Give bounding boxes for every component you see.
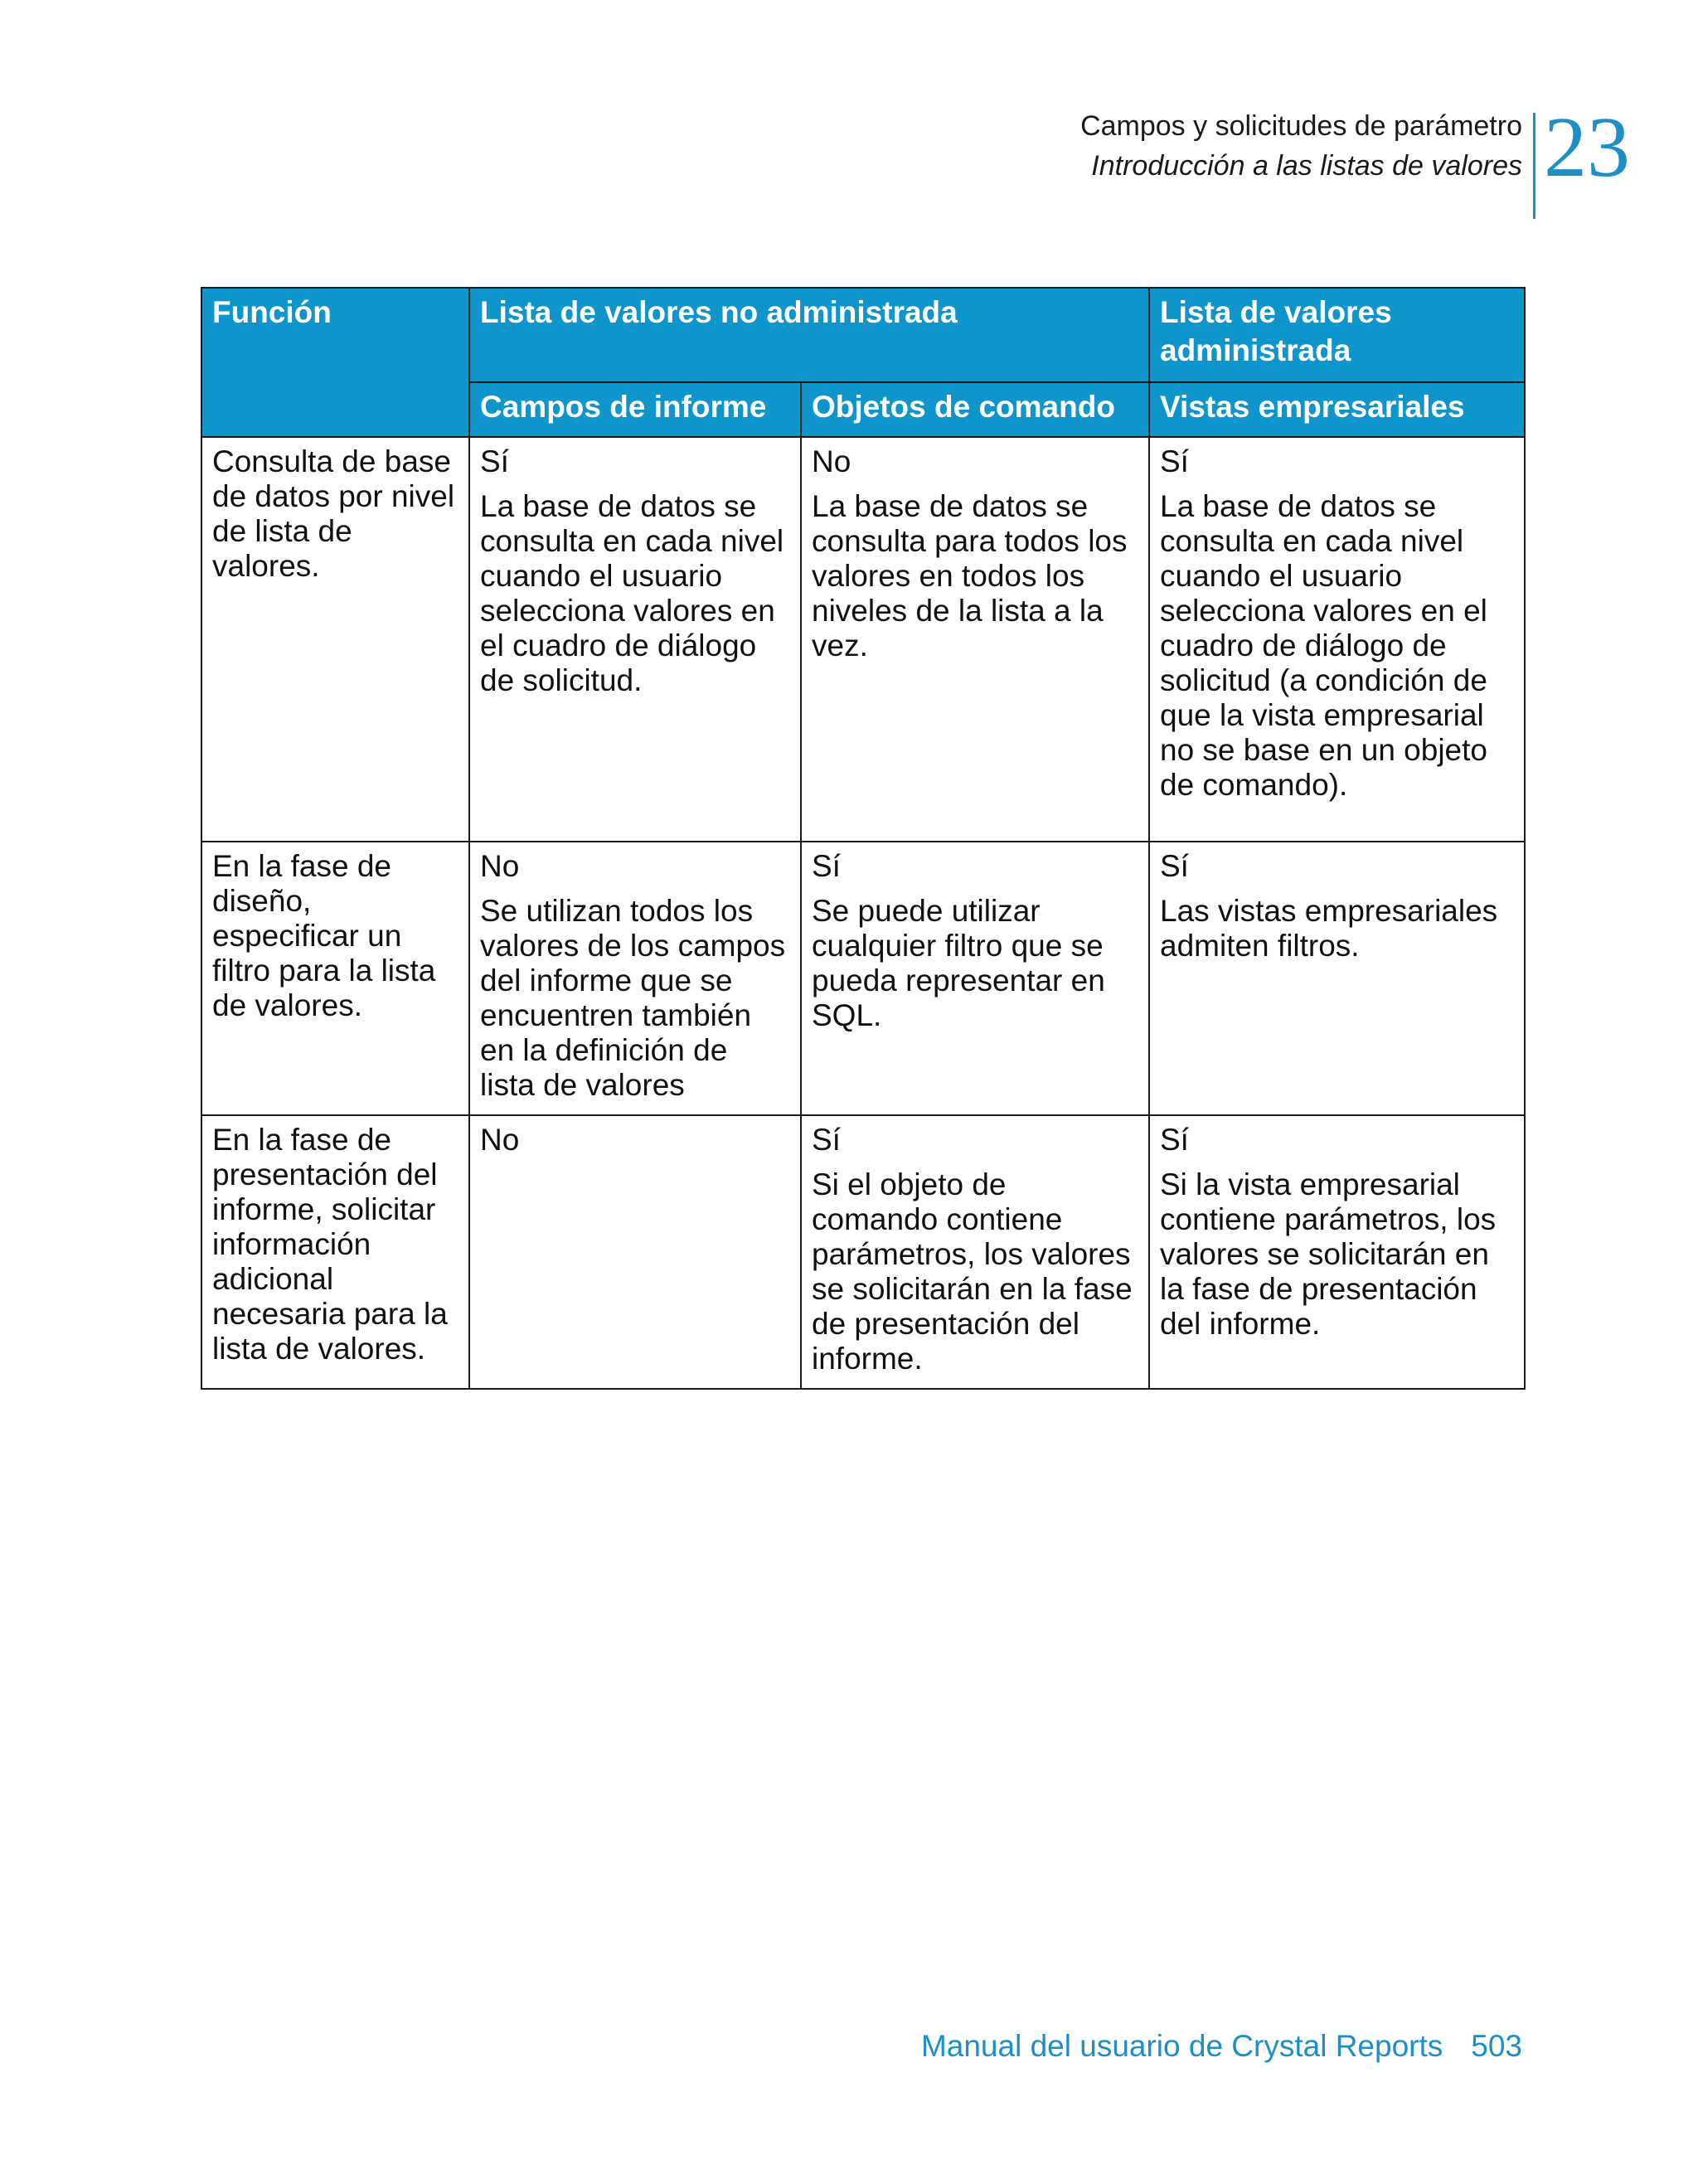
- answer-text: Sí: [812, 849, 841, 883]
- detail-text: Se utilizan todos los valores de los campos del informe que se encuentren también en la definición de lista de valores: [480, 894, 786, 1102]
- table-row: [201, 437, 1525, 842]
- report-fields-cell: [469, 1115, 801, 1389]
- table-row: [201, 842, 1525, 1115]
- comparison-table: [201, 287, 1526, 1390]
- header-unmanaged-list: Lista de valores no administrada: [469, 288, 1149, 382]
- running-header: [1080, 106, 1522, 186]
- header-managed-list: Lista de valores administrada: [1149, 288, 1525, 382]
- detail-text: Las vistas empresariales admiten filtros.: [1160, 894, 1498, 963]
- business-views-cell: [1149, 842, 1525, 1115]
- header-command-objects: Objetos de comando: [801, 382, 1149, 437]
- feature-cell: En la fase de diseño, especificar un filtro para la lista de valores.: [201, 842, 469, 1115]
- header-business-views: Vistas empresariales: [1149, 382, 1525, 437]
- detail-text: Si el objeto de comando contiene parámetros, los valores se solicitarán en la fase de presentación del informe.: [812, 1167, 1133, 1376]
- answer-text: Sí: [812, 1123, 841, 1157]
- feature-cell: Consulta de base de datos por nivel de lista de valores.: [201, 437, 469, 842]
- answer-text: Sí: [1160, 444, 1189, 478]
- report-fields-cell: [469, 842, 801, 1115]
- answer-text: No: [480, 1123, 520, 1157]
- answer-text: Sí: [480, 444, 509, 478]
- chapter-number: 23: [1544, 99, 1630, 195]
- answer-text: Sí: [1160, 1123, 1189, 1157]
- table-row: [201, 1115, 1525, 1389]
- answer-text: No: [812, 444, 851, 478]
- chapter-title: Campos y solicitudes de parámetro: [1080, 110, 1522, 142]
- command-objects-cell: [801, 842, 1149, 1115]
- feature-cell: En la fase de presentación del informe, solicitar información adicional necesaria para la lista de valores.: [201, 1115, 469, 1389]
- table-header-row: [201, 288, 1525, 382]
- answer-text: No: [480, 849, 520, 883]
- report-fields-cell: [469, 437, 801, 842]
- detail-text: La base de datos se consulta en cada nivel cuando el usuario selecciona valores en el cuadro de diálogo de solicitud.: [480, 489, 784, 697]
- detail-text: Si la vista empresarial contiene parámetros, los valores se solicitarán en la fase de presentación del informe.: [1160, 1167, 1497, 1341]
- header-report-fields: Campos de informe: [469, 382, 801, 437]
- detail-text: La base de datos se consulta para todos los valores en todos los niveles de la lista a la vez.: [812, 489, 1128, 662]
- business-views-cell: [1149, 437, 1525, 842]
- command-objects-cell: [801, 1115, 1149, 1389]
- page-number: 503: [1471, 2029, 1522, 2063]
- detail-text: Se puede utilizar cualquier filtro que se pueda representar en SQL.: [812, 894, 1105, 1032]
- answer-text: Sí: [1160, 849, 1189, 883]
- page-footer: [921, 2026, 1522, 2066]
- command-objects-cell: [801, 437, 1149, 842]
- manual-title: Manual del usuario de Crystal Reports: [920, 2029, 1443, 2063]
- chapter-divider: [1533, 113, 1535, 219]
- detail-text: La base de datos se consulta en cada nivel cuando el usuario selecciona valores en el cuadro de diálogo de solicitud (a condición de que la vista empresarial no se base en un objeto de comando).: [1160, 489, 1487, 802]
- header-funcion: Función: [201, 288, 469, 437]
- business-views-cell: [1149, 1115, 1525, 1389]
- section-title: Introducción a las listas de valores: [1091, 150, 1522, 182]
